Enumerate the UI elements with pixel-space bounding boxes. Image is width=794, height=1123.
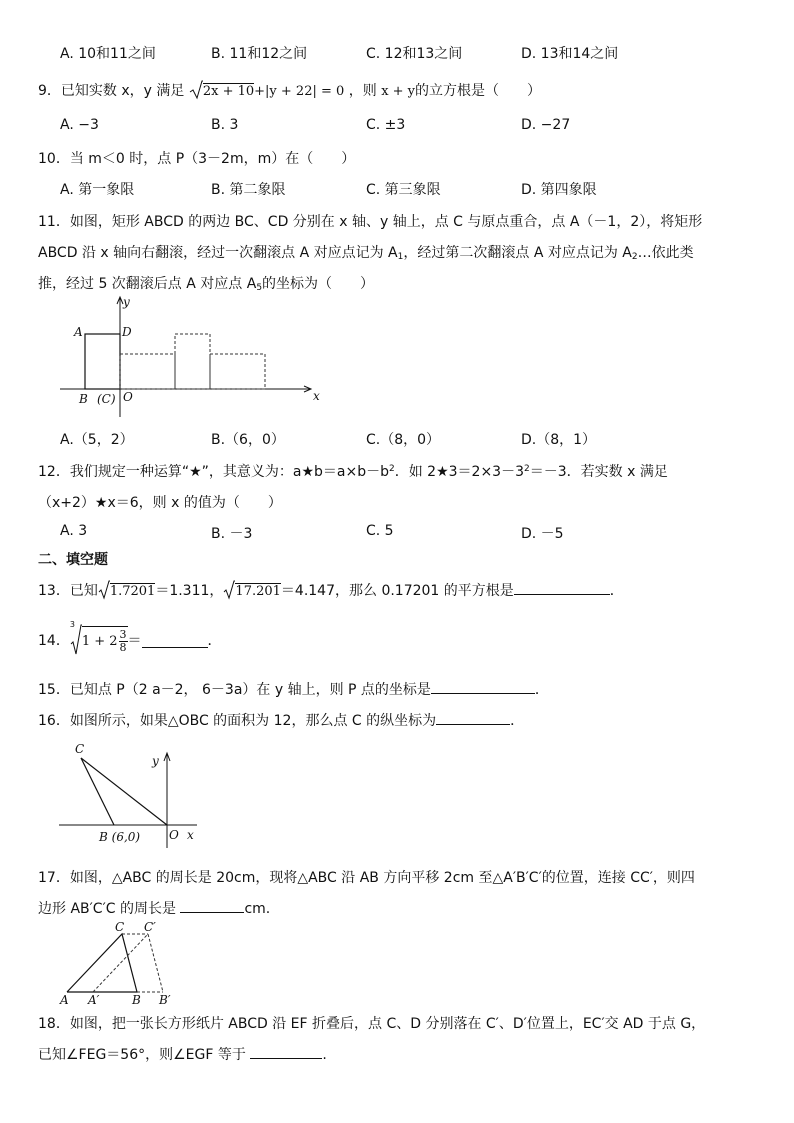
subscript: 1	[397, 252, 404, 262]
label-b: B	[79, 392, 88, 406]
subscript: 5	[256, 283, 263, 293]
q9-suffix2: 的立方根是（ ）	[415, 83, 542, 99]
label-x: x	[313, 389, 320, 403]
label-y: y	[152, 754, 159, 768]
rolled-rect-2	[175, 334, 210, 389]
q11-figure	[55, 292, 325, 420]
denominator: 8	[119, 641, 127, 654]
label-b: B	[132, 993, 141, 1006]
q11-text: 的坐标为（ ）	[262, 276, 375, 292]
q18-text: 已知∠FEG＝56°，则∠EGF 等于	[38, 1047, 251, 1063]
q12-options	[60, 523, 760, 543]
q9-suffix: ，则	[348, 83, 377, 99]
q17-text: 边形 AB′C′C 的周长是	[38, 901, 181, 917]
option-d: D. −27	[521, 117, 571, 133]
option-c: C. 5	[366, 523, 394, 539]
question-11-line1: 11．如图，矩形 ABCD 的两边 BC、CD 分别在 x 轴、y 轴上，点 C 与原点重合，点 A（－1，2），将矩形	[38, 214, 703, 230]
q12-text: ＝－3．若实数 x 满足	[529, 464, 668, 480]
answer-blank[interactable]	[431, 679, 535, 694]
q14-end: ．	[207, 633, 222, 649]
option-c: C. 12和13之间	[366, 46, 463, 62]
option-d: D. 第四象限	[521, 182, 597, 198]
q8-options	[60, 43, 760, 63]
q16-end: ．	[510, 713, 525, 729]
q13-text: 13．已知	[38, 583, 98, 599]
q9-options	[60, 117, 760, 137]
q15-end: ．	[534, 682, 549, 698]
superscript: 2	[524, 464, 530, 474]
sqrt-sign	[223, 580, 235, 600]
rectangle-abcd	[85, 334, 120, 389]
option-b: B. 第二象限	[211, 182, 286, 198]
q14-text: 14．	[38, 633, 70, 649]
label-x: x	[187, 828, 194, 842]
label-o: O	[169, 828, 179, 842]
question-18-line1: 18．如图，把一张长方形纸片 ABCD 沿 EF 折叠后，点 C、D 分别落在 C′、D′位置上，EC′交 AD 于点 G，	[38, 1016, 706, 1032]
q11-text: …依此类	[637, 245, 694, 261]
answer-blank[interactable]	[142, 633, 208, 648]
numerator: 3	[119, 628, 127, 641]
option-a: A. 3	[60, 523, 88, 539]
question-9	[38, 80, 541, 100]
q11-options	[60, 429, 760, 449]
question-12-line2: （x+2）★x＝6，则 x 的值为（ ）	[38, 495, 282, 511]
question-12-line1	[38, 461, 668, 481]
option-b: B. －3	[211, 526, 253, 542]
q17-figure	[55, 918, 190, 1006]
q14-eq: ＝	[127, 633, 142, 649]
q12-text: ．如 2★3＝2×3－3	[394, 464, 524, 480]
label-o: O	[123, 390, 133, 404]
label-c: (C)	[97, 392, 116, 406]
label-b: B (6,0)	[99, 830, 141, 844]
q9-expr: x + y	[381, 84, 416, 99]
q14-radicand	[82, 626, 128, 654]
answer-blank[interactable]	[180, 898, 244, 913]
q10-options	[60, 179, 760, 199]
superscript: 2	[388, 464, 395, 474]
sqrt-sign	[189, 80, 203, 100]
fraction	[119, 629, 128, 654]
question-16	[38, 710, 524, 730]
question-10: 10．当 m＜0 时，点 P（3－2m，m）在（ ）	[38, 151, 356, 167]
answer-blank[interactable]	[514, 580, 610, 595]
option-d: D.（8，1）	[521, 432, 597, 448]
subscript: 2	[631, 252, 638, 262]
q16-figure	[55, 738, 215, 850]
q11-text: ，经过第二次翻滚点 A 对应点记为 A	[403, 245, 632, 261]
q13-radicand-1: 1.7201	[109, 584, 156, 599]
question-14	[38, 620, 222, 658]
q13-radicand-2: 17.201	[235, 584, 281, 599]
label-c: C	[115, 920, 125, 934]
q13-text: ＝4.147，那么 0.17201 的平方根是	[280, 583, 514, 599]
q18-text: .	[322, 1047, 327, 1063]
option-d: D. －5	[521, 526, 564, 542]
label-a: A	[60, 993, 69, 1006]
q14-whole: 1 + 2	[81, 634, 118, 649]
question-13	[38, 580, 624, 600]
option-b: B. 11和12之间	[211, 46, 308, 62]
sqrt-sign	[98, 580, 110, 600]
option-a: A. 10和11之间	[60, 46, 156, 62]
q17-text: cm.	[244, 901, 271, 917]
question-17-line2	[38, 898, 270, 918]
label-y: y	[123, 295, 130, 309]
option-c: C. ±3	[366, 117, 406, 133]
q11-text: ABCD 沿 x 轴向右翻滚，经过一次翻滚点 A 对应点记为 A	[38, 245, 398, 261]
rolled-rect-1	[120, 354, 175, 389]
triangle-a2b2c2	[93, 934, 163, 992]
label-a: A	[74, 325, 83, 339]
option-a: A. −3	[60, 117, 99, 133]
option-a: A.（5，2）	[60, 432, 134, 448]
answer-blank[interactable]	[436, 710, 510, 725]
cube-root	[69, 620, 128, 656]
option-d: D. 13和14之间	[521, 46, 619, 62]
q13-end: ．	[609, 583, 624, 599]
option-b: B.（6，0）	[211, 432, 285, 448]
question-17-line1: 17．如图，△ABC 的周长是 20cm，现将△ABC 沿 AB 方向平移 2cm 至△A′B′C′的位置，连接 CC′，则四	[38, 870, 695, 886]
question-11-line2	[38, 242, 694, 262]
option-c: C.（8，0）	[366, 432, 441, 448]
q12-text: 12．我们规定一种运算“★”，其意义为：a★b＝a×b－b	[38, 464, 389, 480]
option-b: B. 3	[211, 117, 239, 133]
segment-cb	[81, 758, 114, 825]
section-title: 二、填空题	[38, 552, 108, 568]
question-11-line3	[38, 273, 374, 293]
label-d: D	[122, 325, 132, 339]
answer-blank[interactable]	[250, 1044, 322, 1059]
triangle-abc	[67, 934, 137, 992]
option-a: A. 第一象限	[60, 182, 135, 198]
label-b2: B′	[159, 993, 171, 1006]
segment-co	[81, 758, 167, 825]
q11-text: 推，经过 5 次翻滚后点 A 对应点 A	[38, 276, 257, 292]
question-18-line2	[38, 1044, 327, 1064]
q15-text: 15．已知点 P（2 a－2， 6－3a）在 y 轴上，则 P 点的坐标是	[38, 682, 431, 698]
label-c2: C′	[144, 920, 156, 934]
q13-text: ＝1.311，	[155, 583, 224, 599]
q9-text: 9．已知实数 x，y 满足	[38, 83, 185, 99]
label-c: C	[75, 742, 85, 756]
question-15	[38, 679, 549, 699]
rolled-rect-3	[210, 354, 265, 389]
root-index: 3	[69, 620, 75, 629]
option-c: C. 第三象限	[366, 182, 441, 198]
q9-radicand: 2x + 10	[202, 84, 255, 99]
q9-abs: +|y + 22| = 0	[254, 84, 345, 99]
q16-text: 16．如图所示，如果△OBC 的面积为 12，那么点 C 的纵坐标为	[38, 713, 437, 729]
label-a2: A′	[88, 993, 100, 1006]
